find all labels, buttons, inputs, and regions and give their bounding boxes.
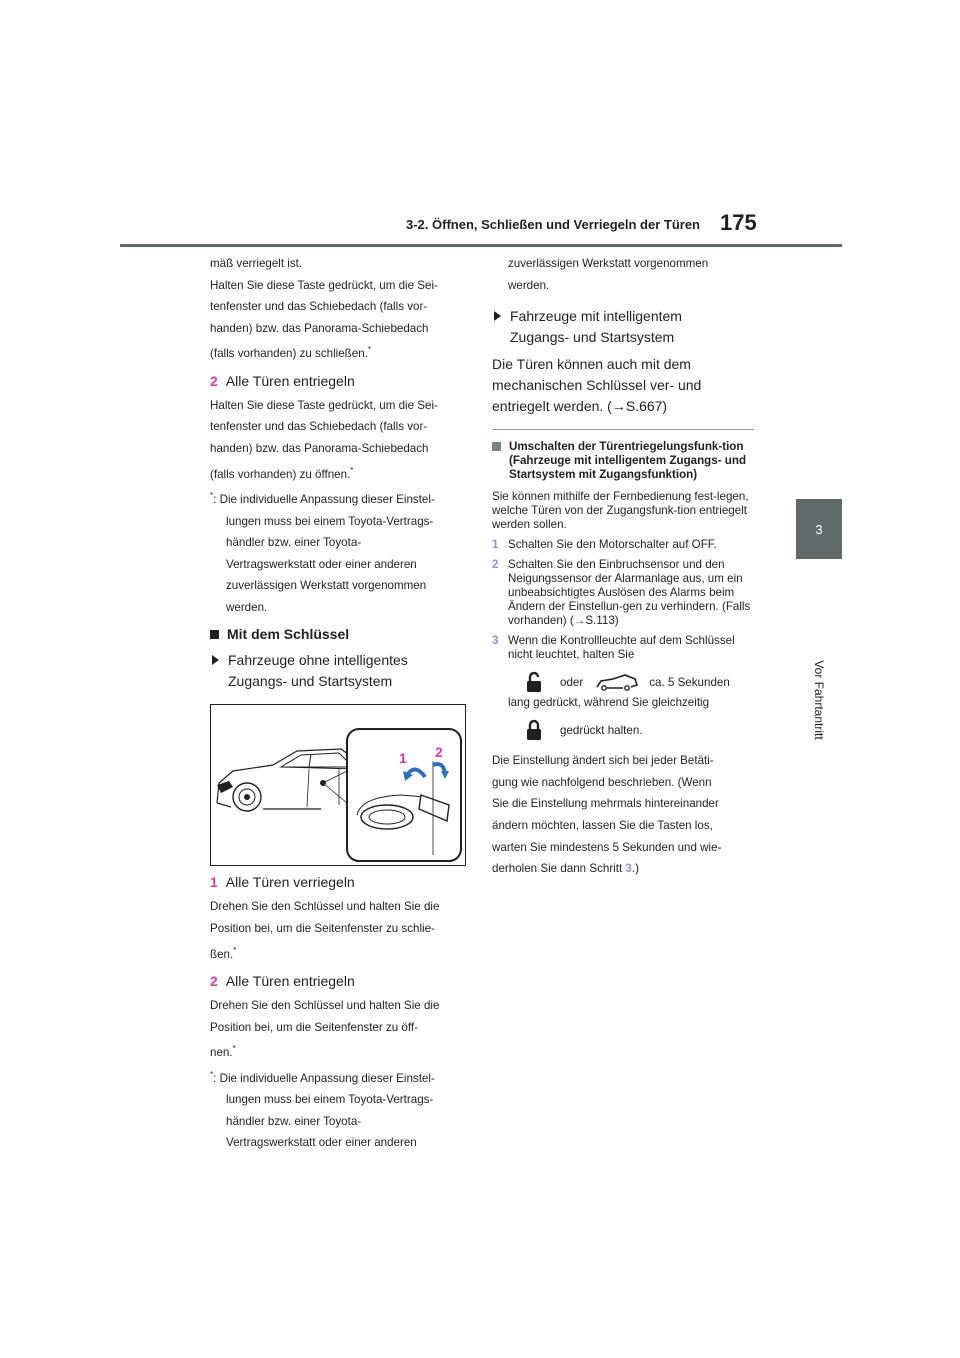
chapter-tab[interactable]: 3 — [796, 499, 842, 559]
icon-row: oder ca. 5 Sekunden — [522, 670, 754, 694]
square-bullet-icon — [492, 442, 501, 451]
list-item: 3 Wenn die Kontrollleuchte auf dem Schlüssel nicht leuchtet, halten Sie — [492, 634, 735, 662]
car-and-key-drawing — [211, 705, 465, 865]
step-heading: 2 Alle Türen entriegeln — [210, 973, 355, 990]
step-reference[interactable]: 3 — [625, 862, 632, 876]
icon-row: gedrückt halten. — [522, 718, 754, 742]
paragraph: Sie können mithilfe der Fernbedienung fest-legen, welche Türen von der Zugangsfunk-tion entriegelt werden sollen. — [492, 490, 749, 532]
unlock-icon — [522, 670, 546, 694]
page-number: 175 — [720, 210, 757, 235]
header-rule — [120, 244, 842, 247]
lock-icon — [522, 718, 546, 742]
paragraph: Halten Sie diese Taste gedrückt, um die Sei- tenfenster und das Schiebedach (falls vor- handen) bzw. das Panorama-Schiebedach (falls vorhanden) zu schließen.* — [210, 278, 438, 361]
triangle-bullet-icon — [212, 655, 219, 665]
sub-heading: Fahrzeuge mit intelligentem Zugangs- und Startsystem — [492, 306, 754, 348]
chapter-tab-label: Vor Fahrtantritt — [812, 660, 826, 740]
list-item: 1 Schalten Sie den Motorschalter auf OFF. — [492, 538, 717, 552]
figure-label-1: 1 — [399, 750, 407, 767]
figure-label-2: 2 — [435, 744, 443, 761]
left-column — [210, 253, 472, 1154]
paragraph: lang gedrückt, während Sie gleichzeitig — [508, 696, 710, 710]
paragraph: Die Türen können auch mit dem mechanischen Schlüssel ver- und entriegelt werden. (→S.667) — [492, 356, 702, 415]
section-heading: Mit dem Schlüssel — [210, 626, 472, 642]
triangle-bullet-icon — [494, 311, 501, 321]
section-heading: Umschalten der Türentriegelungsfunk-tion (Fahrzeuge mit intelligentem Zugangs- und Startsystem mit Zugangsfunktion) — [492, 440, 754, 482]
footnote: *: Die individuelle Anpassung dieser Einstel- lungen muss bei einem Toyota-Vertrags- händler bzw. einer Toyota- Vertragswerkstatt oder einer anderen — [210, 1069, 435, 1150]
footnote-continued: zuverlässigen Werkstatt vorgenommen werden. — [508, 257, 709, 292]
back-door-icon — [595, 673, 639, 691]
key-lock-illustration — [210, 704, 466, 866]
paragraph: mäß verriegelt ist. — [210, 257, 303, 270]
divider — [492, 429, 754, 430]
paragraph: Drehen Sie den Schlüssel und halten Sie die Position bei, um die Seitenfenster zu öff- nen.* — [210, 999, 440, 1060]
step-heading: 1 Alle Türen verriegeln — [210, 874, 355, 891]
paragraph: Die Einstellung ändert sich bei jeder Betäti- gung wie nachfolgend beschrieben. (Wenn Sie die Einstellung mehrmals hintereinander ändern möchten, lassen Sie die Tasten los, warten Sie mindestens 5 Sekunden und wie- derholen Sie dann Schritt 3.) — [492, 754, 722, 876]
step-heading: 2 Alle Türen entriegeln — [210, 372, 355, 389]
paragraph: Drehen Sie den Schlüssel und halten Sie die Position bei, um die Seitenfenster zu schlie- ßen.* — [210, 900, 440, 961]
paragraph: Halten Sie diese Taste gedrückt, um die Sei- tenfenster und das Schiebedach (falls vor- handen) bzw. das Panorama-Schiebedach (falls vorhanden) zu öffnen.* — [210, 398, 438, 481]
chapter-header: 3-2. Öffnen, Schließen und Verriegeln der Türen — [405, 217, 700, 232]
square-bullet-icon — [210, 630, 219, 639]
list-item: 2 Schalten Sie den Einbruchsensor und den Neigungssensor der Alarmanlage aus, um ein unbeabsichtigtes Auslösen des Alarms beim Ändern der Einstellun-gen zu verhindern. (Falls vorhanden) (→S.113) — [492, 558, 751, 628]
sub-heading: Fahrzeuge ohne intelligentes Zugangs- und Startsystem — [210, 650, 472, 692]
footnote: *: Die individuelle Anpassung dieser Einstel- lungen muss bei einem Toyota-Vertrags- händler bzw. einer Toyota- Vertragswerkstatt oder einer anderen zuverlässigen Werkstatt vorgenommen werden. — [210, 491, 435, 614]
right-column — [492, 253, 754, 880]
